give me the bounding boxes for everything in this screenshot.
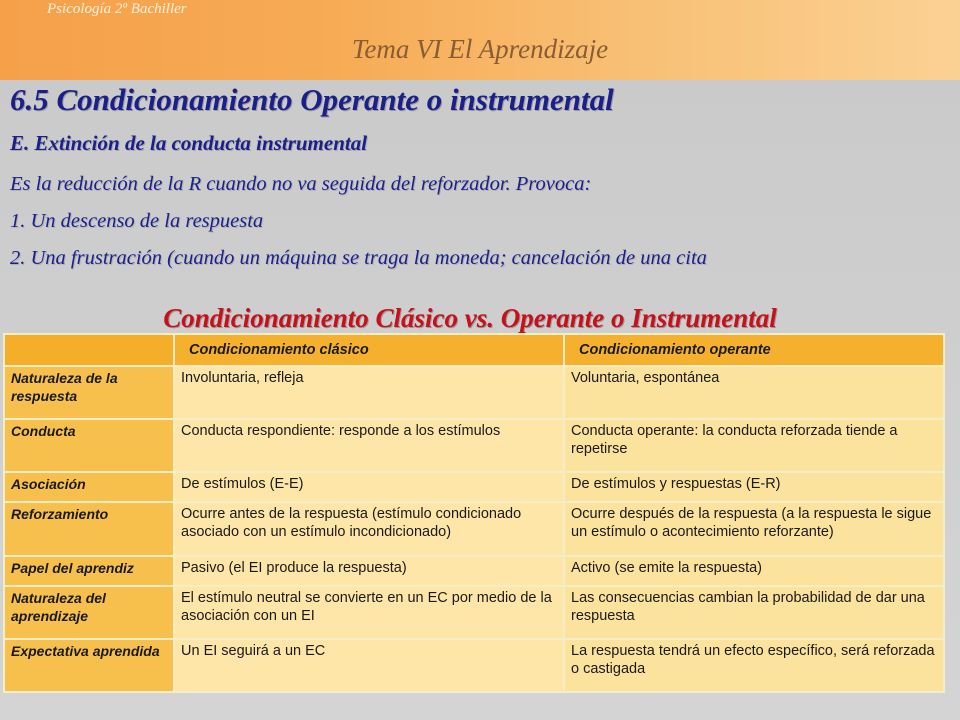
course-label: Psicología 2º Bachiller: [47, 1, 187, 17]
table-header-row: [4, 334, 944, 366]
section-subtitle: E. Extinción de la conducta instrumental: [10, 131, 368, 155]
operant-header: Condicionamiento operante: [564, 334, 944, 366]
comparison-table: [3, 333, 945, 693]
table-row: [4, 419, 944, 472]
classic-cell: Ocurre antes de la respuesta (estímulo condicionado asociado con un estímulo incondicionado): [174, 502, 564, 555]
row-label: Expectativa aprendida: [4, 639, 174, 692]
definition-line: Es la reducción de la R cuando no va seguida del reforzador. Provoca:: [10, 173, 592, 195]
corner-header: [4, 334, 174, 366]
topic-title: Tema VI El Aprendizaje: [351, 34, 609, 64]
operant-cell: Activo (se emite la respuesta): [564, 556, 944, 586]
table-row: [4, 472, 944, 502]
row-label: Naturaleza del aprendizaje: [4, 586, 174, 639]
classic-cell: Involuntaria, refleja: [174, 366, 564, 419]
header-banner: [0, 0, 960, 80]
effect-line-1: 1. Un descenso de la respuesta: [10, 210, 264, 232]
operant-cell: Ocurre después de la respuesta (a la respuesta le sigue un estímulo o acontecimiento reforzante): [564, 502, 944, 555]
classic-cell: Un EI seguirá a un EC: [174, 639, 564, 692]
operant-cell: De estímulos y respuestas (E-R): [564, 472, 944, 502]
table-row: [4, 366, 944, 419]
row-label: Conducta: [4, 419, 174, 472]
row-label: Asociación: [4, 472, 174, 502]
table-row: [4, 502, 944, 555]
operant-cell: Voluntaria, espontánea: [564, 366, 944, 419]
operant-cell: Conducta operante: la conducta reforzada tiende a repetirse: [564, 419, 944, 472]
classic-cell: El estímulo neutral se convierte en un EC por medio de la asociación con un EI: [174, 586, 564, 639]
row-label: Reforzamiento: [4, 502, 174, 555]
classic-cell: De estímulos (E-E): [174, 472, 564, 502]
operant-cell: Las consecuencias cambian la probabilidad de dar una respuesta: [564, 586, 944, 639]
table-row: [4, 586, 944, 639]
section-title: 6.5 Condicionamiento Operante o instrumental: [10, 82, 614, 117]
classic-cell: Conducta respondiente: responde a los estímulos: [174, 419, 564, 472]
table-row: [4, 639, 944, 692]
classic-header: Condicionamiento clásico: [174, 334, 564, 366]
row-label: Naturaleza de la respuesta: [4, 366, 174, 419]
table-row: [4, 556, 944, 586]
classic-cell: Pasivo (el EI produce la respuesta): [174, 556, 564, 586]
comparison-title: Condicionamiento Clásico vs. Operante o Instrumental: [163, 303, 777, 333]
effect-line-2: 2. Una frustración (cuando un máquina se traga la moneda; cancelación de una cita: [10, 247, 707, 269]
row-label: Papel del aprendiz: [4, 556, 174, 586]
operant-cell: La respuesta tendrá un efecto específico, será reforzada o castigada: [564, 639, 944, 692]
